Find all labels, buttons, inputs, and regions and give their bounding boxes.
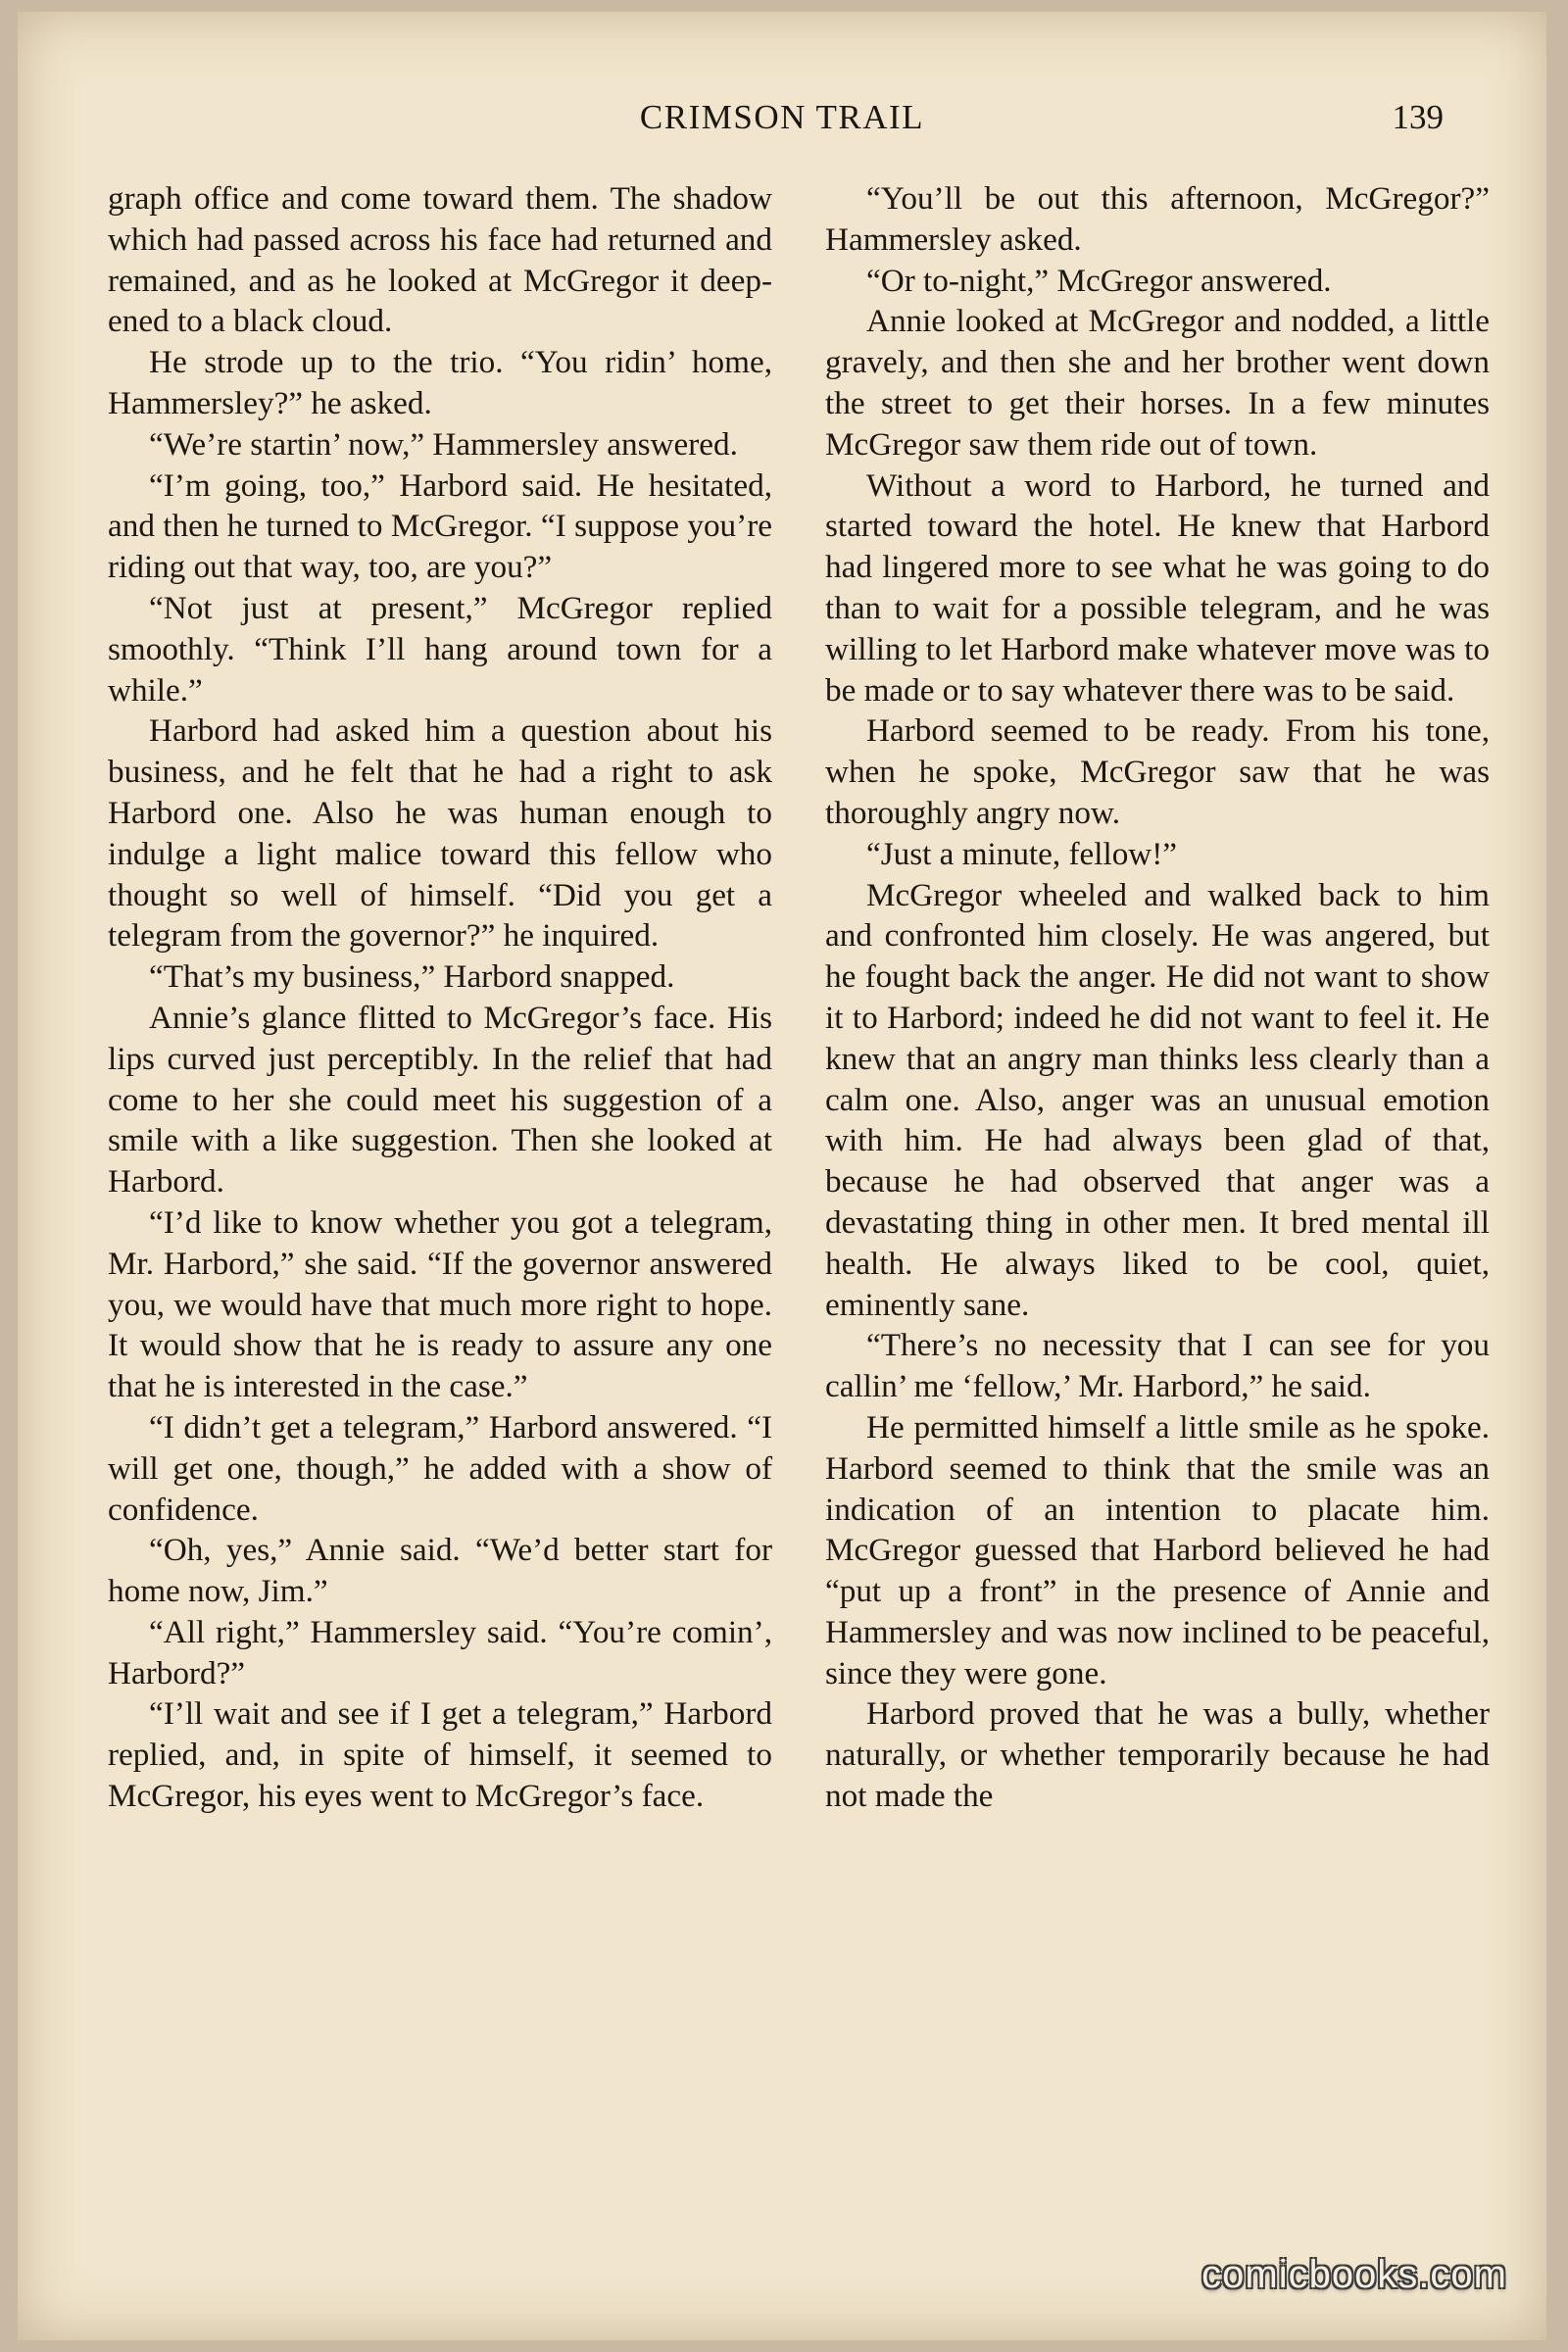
paragraph: graph office and come toward them. The shadow which had passed across his face had returned and remained, and as he looked at McGregor it deepened to a black cloud. <box>108 180 772 340</box>
paragraph: Harbord proved that he was a bully, whether naturally, or whether temporarily because he had not made the <box>825 1695 1490 1815</box>
paragraph: Annie looked at McGregor and nodded, a little gravely, and then she and her brother went down the street to get their horses. In a few minutes McGregor saw them ride out of town. <box>825 303 1490 463</box>
paragraph: “You’ll be out this afternoon, McGregor?” Hammersley asked. <box>825 180 1490 258</box>
paragraph: Annie’s glance flitted to McGregor’s face. His lips curved just perceptibly. In the relief that had come to her she could meet his suggestion of a smile with a like suggestion. Then she looked at Harbord. <box>108 999 772 1200</box>
page-number: 139 <box>1392 98 1444 136</box>
paragraph: Harbord had asked him a question about his business, and he felt that he had a right to ask Harbord one. Also he was human enough to indulge a light malice toward this fellow who thought so well of himself. “Did you get a telegram from the governor?” he inquired. <box>108 712 772 955</box>
paragraph: “I’m going, too,” Harbord said. He hesitated, and then he turned to McGregor. “I suppose you’re riding out that way, too, are you?” <box>108 466 772 586</box>
left-column <box>108 178 772 2227</box>
page-header <box>18 98 1546 147</box>
book-page <box>18 12 1546 2340</box>
paragraph: McGregor wheeled and walked back to him and confronted him closely. He was angered, but he fought back the anger. He did not want to show it to Harbord; indeed he did not want to feel it. He knew that an angry man thinks less clearly than a calm one. Also, anger was an unusual emotion with him. He had always been glad of that, because he had observed that anger was a devastating thing in other men. It bred mental ill health. He always liked to be cool, quiet, eminently sane. <box>825 876 1490 1323</box>
paragraph: “There’s no necessity that I can see for you callin’ me ‘fellow,’ Mr. Harbord,” he said. <box>825 1327 1490 1405</box>
paragraph: He permitted himself a little smile as he spoke. Harbord seemed to think that the smile was an indication of an intention to placate him. McGregor guessed that Harbord believed he had “put up a front” in the presence of Annie and Hammersley and was now inclined to be peaceful, since they were gone. <box>825 1408 1490 1691</box>
right-column <box>825 178 1490 2227</box>
paragraph: He strode up to the trio. “You ridin’ home, Hammersley?” he asked. <box>108 344 772 421</box>
paragraph: “We’re startin’ now,” Hammersley answered. <box>149 425 738 463</box>
paragraph: “I’d like to know whether you got a telegram, Mr. Harbord,” she said. “If the governor answered you, we would have that much more right to hope. It would show that he is ready to assure any one that he is interested in the case.” <box>108 1203 772 1405</box>
paragraph: “Just a minute, fellow!” <box>866 835 1178 872</box>
text-columns <box>108 178 1490 2227</box>
paragraph: “I’ll wait and see if I get a telegram,” Harbord replied, and, in spite of himself, it seemed to McGregor, his eyes went to McGregor’s face. <box>108 1695 772 1815</box>
paragraph: “I didn’t get a telegram,” Harbord answered. “I will get one, though,” he added with a show of confidence. <box>108 1408 772 1528</box>
paragraph: “Not just at present,” McGregor replied smoothly. “Think I’ll hang around town for a while.” <box>108 589 772 709</box>
paragraph: “That’s my business,” Harbord snapped. <box>149 958 675 996</box>
running-title: CRIMSON TRAIL <box>639 98 925 136</box>
paragraph: Without a word to Harbord, he turned and started toward the hotel. He knew that Harbord had lingered more to see what he was going to do than to wait for a possible telegram, and he was willing to let Harbord make whatever move was to be made or to say whatever there was to be said. <box>825 466 1490 709</box>
paragraph: “All right,” Hammersley said. “You’re comin’, Harbord?” <box>108 1613 772 1691</box>
paragraph: “Oh, yes,” Annie said. “We’d better start for home now, Jim.” <box>108 1532 772 1610</box>
paragraph: Harbord seemed to be ready. From his tone, when he spoke, McGregor saw that he was thoroughly angry now. <box>825 712 1490 831</box>
paragraph: “Or to-night,” McGregor answered. <box>866 262 1332 299</box>
watermark: comicbooks.com <box>1201 2253 1507 2296</box>
